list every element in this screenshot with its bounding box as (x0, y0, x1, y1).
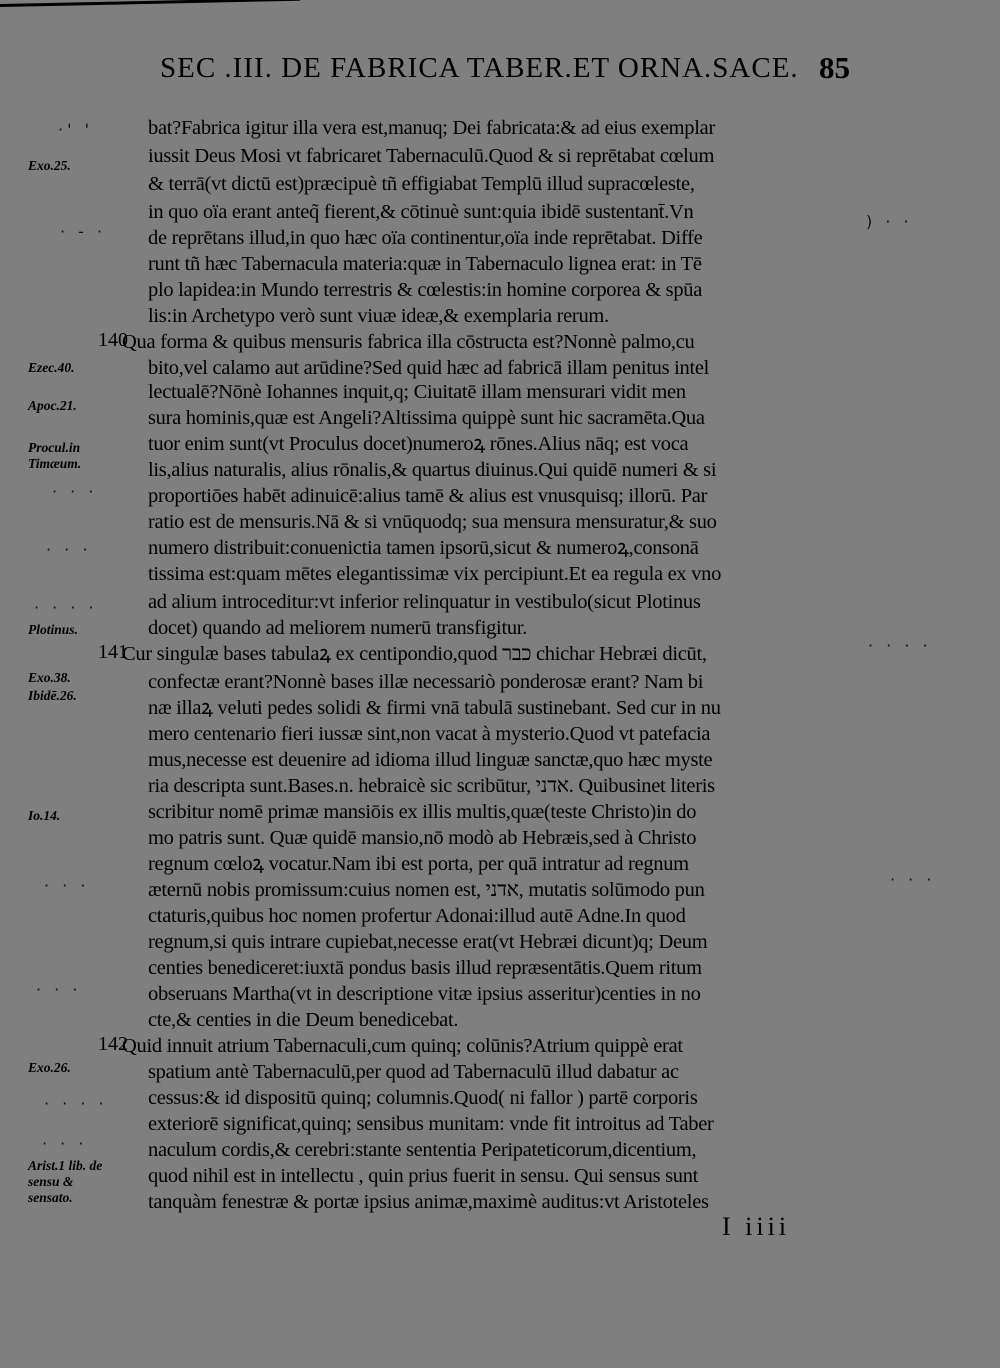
ink-specks: · · · · (868, 636, 932, 655)
ink-specks: · · · (52, 482, 98, 501)
text-line: ctaturis,quibus hoc nomen profertur Adonai:illud autē Adne.In quod (148, 905, 686, 927)
margin-note: Ezec.40. (28, 360, 75, 375)
margin-note: Plotinus. (28, 622, 78, 637)
text-line: regnum,si quis intrare cupiebat,necesse erat(vt Hebræi dicunt)q; Deum (148, 931, 708, 953)
ink-specks: · - · (60, 222, 107, 241)
text-line: mus,necesse est deuenire ad idioma illud linguæ sanctæ,quo hæc myste (148, 749, 713, 771)
text-line: bito,vel calamo aut arūdine?Sed quid hæc ad fabricā illam penitus intel (148, 357, 710, 379)
ink-specks: · · · · (34, 598, 98, 617)
margin-note: Exo.38. (28, 670, 71, 685)
text-line: numero distribuit:conuenictia tamen ipsorū,sicut & numeroꝝ,consonā (148, 537, 699, 559)
text-line: næ illaꝝ veluti pedes solidi & firmi vnā tabulā sustinebant. Sed cur in nu (148, 697, 721, 719)
text-line: runt tñ hæc Tabernacula materia:quæ in Tabernaculo lignea erat: in Tē (148, 253, 702, 275)
text-line: in quo oïa erant anteq̃ fierent,& cōtinuè sunt:quia ibidē sustentant̄.Vn (148, 201, 694, 223)
text-line: quod nihil est in intellectu , quin prius fuerit in sensu. Qui sensus sunt (148, 1165, 699, 1187)
text-line: bat?Fabrica igitur illa vera est,manuq; Dei fabricata:& ad eius exemplar (148, 117, 715, 139)
signature-mark: I iiii (722, 1212, 791, 1241)
margin-note: Arist.1 lib. de sensu & sensato. (28, 1158, 103, 1205)
text-line: Cur singulæ bases tabulaꝝ ex centipondio,quod כבר chichar Hebræi dicūt, (122, 643, 707, 665)
text-line: mo patris sunt. Quæ quidē mansio,nō modò ab Hebræis,sed à Christo (148, 827, 697, 849)
text-line: tanquàm fenestræ & portæ ipsius animæ,maximè auditus:vt Aristoteles (148, 1191, 709, 1213)
text-line: proportiōes habēt adinuicē:alius tamē & alius est vnusquisq; illorū. Par (148, 485, 708, 507)
margin-note: Procul.in Timæum. (28, 440, 82, 471)
text-line: tuor enim sunt(vt Proculus docet)numeroꝝ rōnes.Alius nāq; est voca (148, 433, 689, 455)
text-line: cessus:& id dispositū quinq; columnis.Quod( ni fallor ) partē corporis (148, 1087, 698, 1109)
text-line: regnum cœloꝝ vocatur.Nam ibi est porta, per quā intratur ad regnum (148, 853, 689, 875)
margin-note: Exo.25. (28, 158, 71, 173)
text-line: ad alium introceditur:vt inferior relinquatur in vestibulo(sicut Plotinus (148, 591, 701, 613)
ink-specks: · · · (890, 870, 936, 889)
text-line: Qua forma & quibus mensuris fabrica illa cōstructa est?Nonnè palmo,cu (122, 331, 695, 353)
margin-note: Exo.26. (28, 1060, 71, 1075)
folio-number: 85 (819, 50, 850, 85)
ink-specks: · · · (42, 1134, 88, 1153)
text-line: ratio est de mensuris.Nā & si vnūquodq; sua mensura mensuratur,& suo (148, 511, 717, 533)
text-line: ria descripta sunt.Bases.n. hebraicè sic scribūtur, אדני. Quibusinet literis (148, 775, 715, 797)
paragraph-number: 140 (98, 329, 128, 351)
ink-specks: ·' ' (58, 120, 93, 139)
text-line: plo lapidea:in Mundo terrestris & cœlestis:in homine corporea & spūa (148, 279, 703, 301)
text-line: spatium antè Tabernaculū,per quod ad Tabernaculū illud dabatur ac (148, 1061, 679, 1083)
text-line: lectualē?Nōnè Iohannes inquit,q; Ciuitatē illam mensurari vidit men (148, 381, 686, 403)
paragraph-number: 141 (98, 641, 128, 663)
text-line: exteriorē significat,quinq; sensibus munitam: vnde fit introitus ad Taber (148, 1113, 714, 1135)
margin-note: Io.14. (28, 808, 61, 823)
text-line: naculum cordis,& cerebri:stante sententia Peripateticorum,dicentium, (148, 1139, 697, 1161)
ink-specks: ) · · (866, 212, 913, 231)
text-line: confectæ erant?Nonnè bases illæ necessariò ponderosæ erant? Nam bi (148, 671, 704, 693)
text-line: & terrā(vt dictū est)præcipuè tñ effigiabat Templū illud supracœleste, (148, 173, 695, 195)
text-line: mero centenario fieri iussæ sint,non vacat à mysterio.Quod vt patefacia (148, 723, 711, 745)
ink-specks: · · · · (44, 1094, 108, 1113)
paragraph-number: 142 (98, 1033, 128, 1055)
text-line: docet) quando ad meliorem numerū transfigitur. (148, 617, 528, 639)
ink-specks: · · · (44, 876, 90, 895)
running-title: SEC .III. DE FABRICA TABER.ET ORNA.SACE. (160, 52, 799, 84)
text-line: cte,& centies in die Deum benedicebat. (148, 1009, 459, 1031)
text-line: lis:in Archetypo verò sunt viuæ ideæ,& exemplaria rerum. (148, 305, 609, 327)
text-line: tissima est:quam mētes elegantissimæ vix percipiunt.Et ea regula ex vno (148, 563, 722, 585)
text-line: Quid innuit atrium Tabernaculi,cum quinq; colūnis?Atrium quippè erat (122, 1035, 683, 1057)
text-line: iussit Deus Mosi vt fabricaret Tabernaculū.Quod & si reprētabat cœlum (148, 145, 715, 167)
ink-specks: · · · (46, 540, 92, 559)
text-line: sura hominis,quæ est Angeli?Altissima quippè sunt hic sacramēta.Qua (148, 407, 705, 429)
text-line: lis,alius naturalis, alius rōnalis,& quartus diuinus.Qui quidē numeri & si (148, 459, 717, 481)
text-line: obseruans Martha(vt in descriptione vitæ ipsius asseritur)centies in no (148, 983, 701, 1005)
text-line: de reprētans illud,in quo hæc oïa continentur,oïa inde reprētabat. Diffe (148, 227, 703, 249)
margin-note: Apoc.21. (28, 398, 77, 413)
text-line: æternū nobis promissum:cuius nomen est, אדני, mutatis solūmodo pun (148, 879, 705, 901)
text-line: centies benediceret:iuxtā pondus basis illud repræsentātis.Quem ritum (148, 957, 702, 979)
ink-specks: · · · (36, 980, 82, 999)
text-line: scribitur nomē primæ mansiōis ex illis multis,quæ(teste Christo)in do (148, 801, 697, 823)
margin-note: Ibidē.26. (28, 688, 77, 703)
